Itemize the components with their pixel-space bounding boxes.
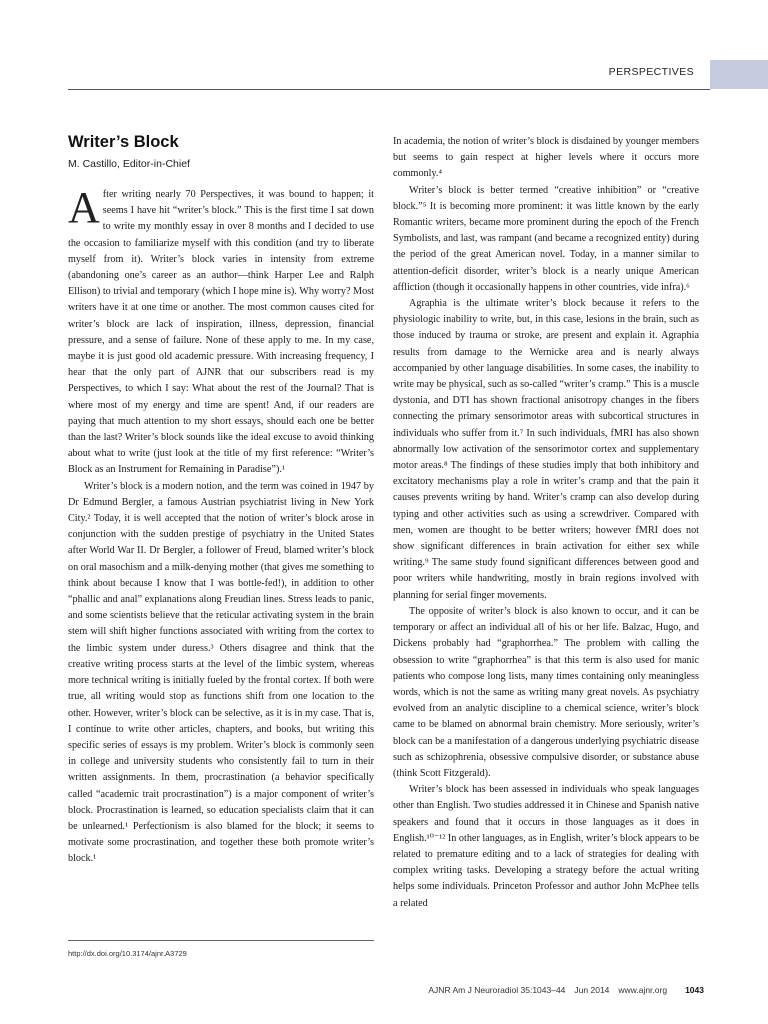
footnote-rule xyxy=(68,940,374,941)
page-number: 1043 xyxy=(685,985,704,995)
body-paragraph: Writer’s block is a modern notion, and the term was coined in 1947 by Dr Edmund Bergler, a famous Austrian psychiatrist living in New York City.² Today, it is well accepted that the notion of writer’s block arose in conjunction with the sudden prestige of psychiatry in the United States after World War II. Dr Bergler, a follower of Freud, blamed writer’s block on oral masochism and a milk-denying mother (that gives me something to think about because I know that I was bottle-fed!), in addition to other “phallic and anal” explanations along Freudian lines. Stress leads to panic, and some scientists believe that the reticular activating system in the brain stem will shift higher functions associated with writing from the cortex to the limbic system under duress.³ Others disagree and think that the creative writing process starts at the level of the limbic system, whereas more technical writing is initially fueled by the frontal cortex. If both were true, all writing would stop as functions shift from one location to the other. However, writer’s block can be selective, as it is in my case. That is, I continue to write other articles, chapters, and books, but writing this specific series of essays is my problem. Writer’s block is commonly seen in college and university students who consistently fail to turn in their written assignments. In them, procrastination (a behavior specifically called “academic trait procrastination”) is a major component of writer’s block. Procrastination is learned, so education specialists claim that it can be unlearned.¹ Perfectionism is also blamed for the block; it seems to motivate some procrastination, and together these both promote writer’s block.¹ xyxy=(68,480,374,865)
issue-date: Jun 2014 xyxy=(574,985,610,995)
intro-paragraph xyxy=(68,183,374,479)
journal-citation: AJNR Am J Neuroradiol 35:1043–44 xyxy=(428,985,566,995)
right-column xyxy=(393,134,699,912)
header-rule xyxy=(68,89,710,90)
intro-text: fter writing nearly 70 Perspectives, it was bound to happen; it seems I have hit “writer’s block.” This is the first time I sat down to write my monthly essay in over 8 months and I decided to use the occasion to familiarize myself with this condition (and try to liberate myself from it). Writer’s block varies in intensity from extreme (abandoning one’s career as an author—think Harper Lee and Ralph Ellison) to trivial and temporary (which I hope mine is). Why worry? Most writers have it at one time or another. The most common causes cited for writer’s block are lack of inspiration, illness, depression, financial pressure, and a sense of failure. None of these apply to me. In my case, maybe it is just good old academic pressure. With increasing frequency, I hear that the only part of AJNR that our subscribers read is my Perspectives, to which I say: What about the rest of the Journal? That is where most of my energy and time are spent! And, if our readers are paying that much attention to my short essays, should each one be better than the last? Writer’s block sounds like the ideal excuse to avoid thinking about what to write (just look at the title of my first reference: “Writer’s Block as an Instrument for Remaining in Paradise”).¹ xyxy=(68,189,374,476)
body-paragraph: Writer’s block is better termed “creative inhibition” or “creative block.”⁵ It is becoming more prominent: it was little known by the early Romantic writers, became more prominent during the epoch of the French Symbolists, and last, was rampant (and became a recognized entity) during the period of the great American novel. Today, in a manner similar to attention-deficit disorder, writer’s block is a nearly unique American affliction (though it occasionally happens in other countries, vide infra).⁶ xyxy=(393,184,699,293)
page-footer xyxy=(428,985,704,995)
article-byline: M. Castillo, Editor-in-Chief xyxy=(68,158,190,170)
body-paragraph: Agraphia is the ultimate writer’s block because it refers to the physiologic inability to write, but, in this case, lesions in the brain, such as those induced by trauma or stroke, are present and explain it. Agraphia results from damage to the Wernicke area and is nearly always accompanied by other language disabilities. In some cases, the inability to write may be physical, such as so-called “writer’s cramp.” This is a muscle dystonia, and DTI has shown fractional anisotropy changes in the fibers connecting the primary sensorimotor areas with subcortical structures in individuals who suffer from it.⁷ In such individuals, fMRI has also shown abnormally low activation of the sensorimotor cortex and supplementary motor areas.⁸ The findings of these studies imply that both inhibitory and excitatory mechanisms play a role in writer’s cramp and that the pain it causes prevents writing by hand. Writer’s cramp can also develop during typing and other activities such as using a screwdriver. Compared with men, women are thought to be better writers; however fMRI does not show significant differences in brain activation for either sex while writing.⁹ The same study found significant differences between good and poor writers while handwriting, mostly in brain regions involved with planning for serial finger movements. xyxy=(393,298,699,601)
left-column xyxy=(68,133,374,868)
doi-link[interactable]: http://dx.doi.org/10.3174/ajnr.A3729 xyxy=(68,949,187,958)
section-color-tab xyxy=(710,60,768,89)
article-title: Writer’s Block xyxy=(68,133,179,151)
body-paragraph: In academia, the notion of writer’s block is disdained by younger members but seems to gain respect at higher levels where it occurs more commonly.⁴ xyxy=(393,136,699,180)
body-paragraph: The opposite of writer’s block is also known to occur, and it can be temporary or affect an individual all of his or her life. Balzac, Hugo, and Dickens probably had “graphorrhea.” The problem with calling the obsession to write “graphorrhea” is that this term is also used for manic patients who compose long lists, many times containing only meaningless words, which is not the same as writing many great novels. As psychiatry evolved from an analytic discipline to a chemical science, writer’s block came to be blamed on abnormal brain chemistry. More seriously, writer’s block can be a manifestation of a dangerous underlying psychiatric disease such as schizophrenia, obsessive compulsive disorder, or substance abuse (think Scott Fitzgerald). xyxy=(393,605,699,779)
body-paragraph: Writer’s block has been assessed in individuals who speak languages other than English. Two studies addressed it in Chinese and Spanish native speakers and found that it occurs in those languages as it does in English.¹⁰⁻¹² In other languages, as in English, writer’s block appears to be related to premature editing and to a lack of strategies for dealing with complex writing tasks. Developing a strategy before the actual writing helps some individuals. Princeton Professor and author John McPhee tells a related xyxy=(393,784,699,909)
journal-url[interactable]: www.ajnr.org xyxy=(618,985,668,995)
section-label: PERSPECTIVES xyxy=(608,66,694,78)
drop-cap: A xyxy=(68,183,100,232)
